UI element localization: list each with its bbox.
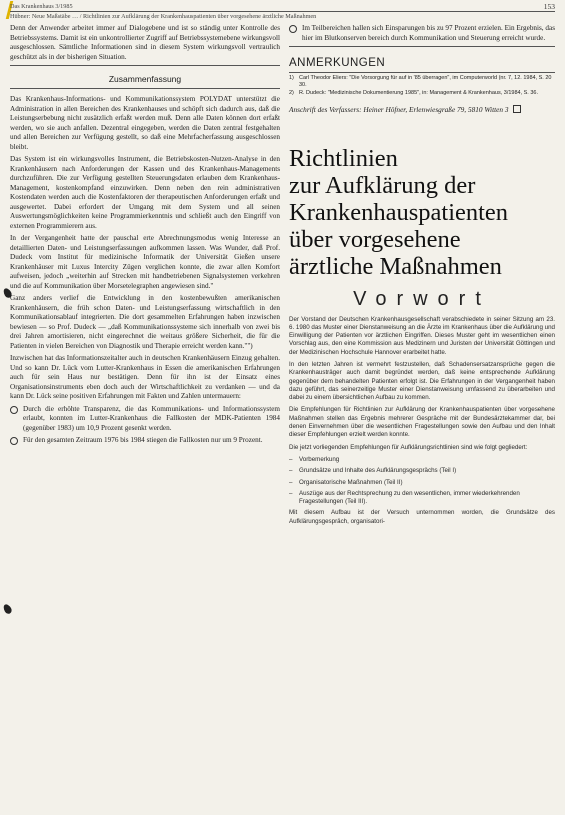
paragraph: Mit diesem Aufbau ist der Versuch unternommen worden, die Grundsätze des Aufklärungsgespräch, organisatori- xyxy=(289,509,555,525)
list-item-text: Für den gesamten Zeitraum 1976 bis 1984 stiegen die Fallkosten nur um 9 Prozent. xyxy=(23,436,263,444)
left-column xyxy=(10,24,280,449)
list-item: – Auszüge aus der Rechtsprechung zu den wesentlichen, immer wiederkehrenden Fragestellungen (Teil III). xyxy=(289,490,555,507)
list-item-text: Durch die erhöhte Transparenz, die das Kommunikations- und Informationssystem erlaubt, konnten im Lutter-Krankenhaus die Fallkosten der MDK-Patienten 1984 (gegenüber 1983) um 10,9 Prozent gesenkt werden. xyxy=(23,404,280,432)
header-subtitle: Hübner: Neue Maßstäbe … / Richtlinien zur Aufklärung der Krankenhauspatienten über vorgesehene ärztliche Maßnahmen xyxy=(10,13,317,20)
bullet-list xyxy=(289,24,555,43)
paragraph: Ganz anders verlief die Entwicklung in den kostenbewußten amerikanischen Krankenhäusern, die früh schon Daten- und Leistungserfassung wirtschaftlich in den Kommunikationsablauf integrierten. Die dort gesammelten Erfahrungen haben inzwischen bewiesen — so Prof. Dudeck — „daß Kommunikationssysteme sich innerhalb von zwei bis drei Jahren amortisieren, nicht eingerechnet die weitaus größere Sicherheit, die für die Patienten in vielen Bereichen von Diagnostik und Therapie erreicht werden kann."") xyxy=(10,294,280,350)
header-rule xyxy=(10,11,555,12)
paragraph: Das Krankenhaus-Informations- und Kommunikationssystem POLYDAT unterstützt die Administration in allen Bereichen des Krankenhauses und schöpft sich dadurch aus, daß die Leistungserbebung nicht zusätzlich erfaßt werden muß. Denn alle Daten können dort erfaßt werden, wo sie auch anfallen. Dezentral eingegeben, werden die Daten zentral festgehalten und allen Bereichen zur Verfügung gestellt, so daß eine Mehrfacherfassung ausgeschlossen bleibt. xyxy=(10,95,280,151)
end-mark-box-icon xyxy=(513,105,521,113)
running-header xyxy=(10,2,555,20)
note-text: R. Dudeck: "Medizinische Dokumentierung 1985", in: Management & Krankenhaus, 3/1984, S. 36. xyxy=(299,90,539,96)
paragraph: Denn der Anwender arbeitet immer auf Dialogebene und ist so ständig unter Kontrolle des Betriebssystems. Damit ist ein unkontrollierter Zugriff auf Betriebssystemebene wirkungsvoll ausgeschlossen. Sämtliche Informationen sind in diesem System wirkungsvoll vertraulich geschützt als in der bisherigen Situation. xyxy=(10,24,280,61)
title-line: ärztliche Maßnahmen xyxy=(289,252,502,280)
right-column xyxy=(289,24,555,530)
paragraph: In den letzten Jahren ist vermehrt festzustellen, daß Schadensersatzansprüche gegen die Krankenhausträger auch damit begründet werden, daß keine entsprechende Aufklärung gegenüber dem behandelten Patienten erfolgt ist. Die Erfahrungen in der Vergangenheit haben dazu geführt, das seinerzeitige Muster einer Dienstanweisung umfassend zu überarbeiten und dabei zu einem übersichtlichen Aufbau zu kommen. xyxy=(289,360,555,402)
bullet-list xyxy=(10,405,280,446)
circle-bullet-icon xyxy=(10,437,18,445)
section-rule xyxy=(289,72,555,73)
punch-hole xyxy=(2,603,13,615)
paragraph: Das System ist ein wirkungsvolles Instrument, die Betriebskosten-Nutzen-Analyse in den Krankenhäusern nach Anforderungen der Kassen und des Krankenhaus-Managements durchzuführen. Die zur Verfügung gestellten Steuerungsdaten erlauben dem Krankenhaus-Management, kostenkompfand einzuwirken. Denn neben den rein administrativen Kostendaten werden auch die Kostenfaktoren der therapeutischen Anforderungen erfaßt und ausgewertet. Dabei erfordert der Umgang mit dem System und all seinen Auswertungsmöglichkeiten keine Programmierkenntnis und schließt auch den Eingriff von externen Programmierern aus. xyxy=(10,155,280,230)
note-number: 2) xyxy=(289,90,294,96)
list-item: – Organisatorische Maßnahmen (Teil II) xyxy=(289,479,555,487)
note-number: 1) xyxy=(289,75,294,81)
note-item xyxy=(289,75,555,89)
title-line: Krankenhauspatienten xyxy=(289,198,509,226)
notes-heading: ANMERKUNGEN xyxy=(289,57,386,69)
section-title: Zusammenfassung xyxy=(108,74,182,84)
circle-bullet-icon xyxy=(10,406,18,414)
circle-bullet-icon xyxy=(289,25,297,33)
page-number: 153 xyxy=(543,2,555,11)
journal-name: Das Krankenhaus 3/1985 xyxy=(10,3,73,10)
list-item xyxy=(10,436,280,446)
title-line: über vorgesehene xyxy=(289,225,461,253)
list-item: – Grundsätze und Inhalte des Aufklärungsgesprächs (Teil I) xyxy=(289,467,555,475)
article-title xyxy=(289,145,555,280)
paragraph: In der Vergangenheit hatte der pauschal erte Abrechnungsmodus wenig Interesse an detaillierten Daten- und Leistungserfassungen aufkommen lassen. Was Wunder, daß Prof. Dudeck vom Institut für medizinische Informatik der Universität Gießen unsere Krankenhäuser mit Luxus Intercity Zügen verglichen konnte, die zwar allen Komfort aufweisen, jedoch „weiterhin auf Strecken mit handbetriebenen Signalsystemen verkehren und die auf Kommunikation über Morsetelegraphen angewiesen sind." xyxy=(10,234,280,290)
list-item-text: Im Teilbereichen hallen sich Einsparungen bis zu 97 Prozent erzielen. Ein Ergebnis, das hier im Blutkonserven bereich durch Kommunikation und Steuerung erreicht wurde. xyxy=(302,24,555,42)
section-rule xyxy=(10,65,280,66)
dash-list xyxy=(289,456,555,506)
note-item xyxy=(289,90,555,97)
paragraph: Die jetzt vorliegenden Empfehlungen für Aufklärungsrichtlinien sind wie folgt gegliedert: xyxy=(289,443,528,451)
note-text: Carl Theodor Eliers: "Die Vorsorgung für auf in '85 überragen", im Computerworld (nr. 7, 12. 1984, S. 20 30. xyxy=(299,75,552,88)
paragraph: Inzwischen hat das Informationszeitalter auch in deutschen Krankenhäusern Einzug gehalten. Und so kann Dr. Lück vom Lutter-Krankenhaus in Essen die amerikanischen Erfahrungen auch für sein Haus nur bestätigen. Denn für ihn ist der Einsatz eines Organisationsinstruments eben doch auch der Wirtschaftlichkeit zu verdanken — und da kann Dr. Lück seine positiven Erfahrungen mit Fakten und Zahlen untermauern: xyxy=(10,354,280,400)
foreword-heading: Vorwort xyxy=(353,287,491,310)
title-line: Richtlinien xyxy=(289,144,398,172)
section-rule xyxy=(289,46,555,47)
list-item xyxy=(10,405,280,434)
title-line: zur Aufklärung der xyxy=(289,171,476,199)
list-item xyxy=(289,24,555,43)
notes-list xyxy=(289,75,555,97)
author-address-text: Anschrift des Verfassers: Heiner Höfner, Erlenwiesgraße 79, 5810 Witten 3 xyxy=(289,105,509,114)
paragraph: Die Empfehlungen für Richtlinien zur Aufklärung der Krankenhauspatienten über vorgesehene Maßnahmen stellen das Ergebnis mehrerer Gespräche mit der Bundesärztekammer dar, bei denen Einvernehmen über die wesentlichen Fragestellungen sowie den Aufbau und den Inhalt dieser Empfehlungen erzielt werden konnte. xyxy=(289,406,555,439)
list-item: – Vorbemerkung xyxy=(289,456,555,464)
paragraph: Der Vorstand der Deutschen Krankenhausgesellschaft verabschiedete in seiner Sitzung am 23. 6. 1980 das Muster einer Dienstanweisung an die Ärzte im Krankenhaus über die Aufklärung und Einwilligung der Patienten vor ärztlichen Eingriffen. Dieses Muster geht im wesentlichen einen Vorschlag aus, den eine Kommission aus Medizinern und Juristen der Universität Göttingen und der Medizinischen Hochschule Hannover erarbeitet hatte. xyxy=(289,315,555,356)
author-address xyxy=(289,105,555,115)
